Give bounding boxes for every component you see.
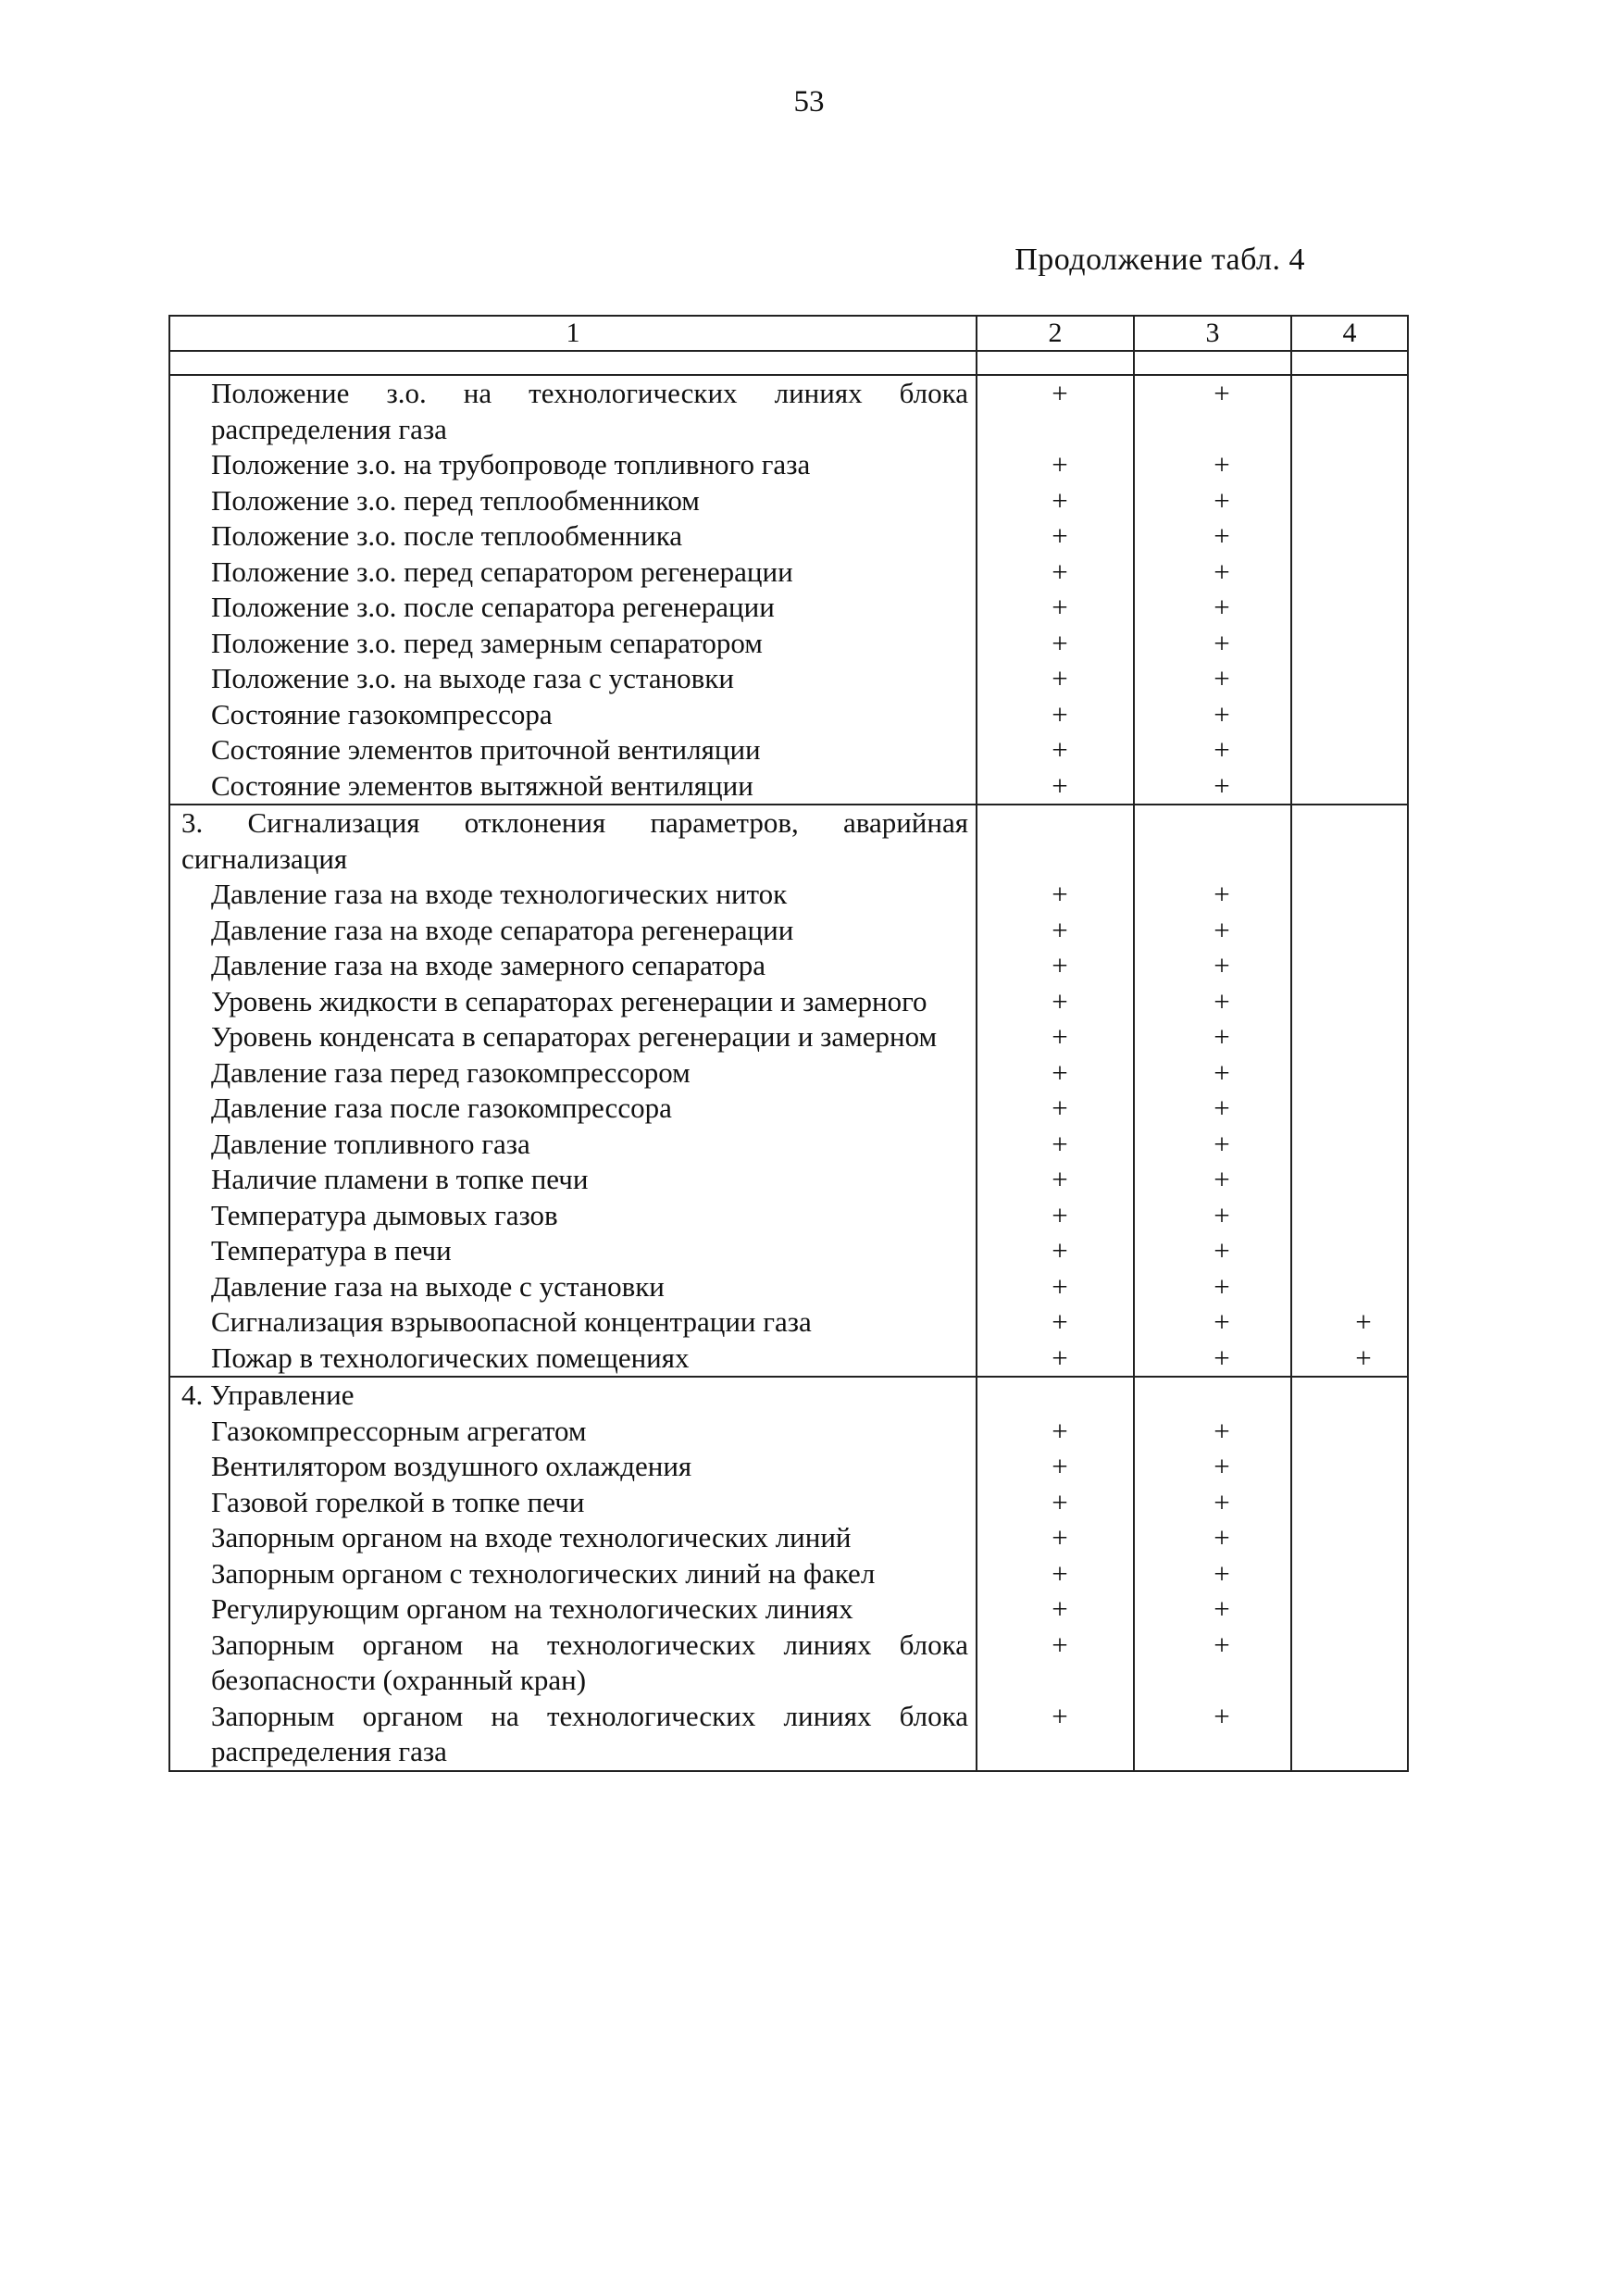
col-4-cell xyxy=(1291,1699,1408,1771)
col-2-cell xyxy=(977,1304,1134,1341)
row-label: Вентилятором воздушного охлаждения xyxy=(169,1449,977,1485)
col-2-cell xyxy=(977,1162,1134,1198)
spacer-cell xyxy=(1134,351,1291,375)
col-4-cell xyxy=(1291,483,1408,519)
plus-mark: + xyxy=(1214,1485,1230,1518)
row-label: Регулирующим органом на технологических линиях xyxy=(169,1591,977,1628)
col-4-cell xyxy=(1291,626,1408,662)
table-row xyxy=(169,1055,1408,1092)
table-row xyxy=(169,948,1408,984)
table-row xyxy=(169,1019,1408,1055)
table-row xyxy=(169,483,1408,519)
row-label: Давление газа после газокомпрессора xyxy=(169,1091,977,1127)
col-2-cell xyxy=(977,768,1134,805)
section-title-row xyxy=(169,805,1408,877)
col-2-cell xyxy=(977,913,1134,949)
row-label: Газокомпрессорным агрегатом xyxy=(169,1414,977,1450)
table-row xyxy=(169,877,1408,913)
col-4-cell xyxy=(1291,984,1408,1020)
col-3-cell xyxy=(1134,1233,1291,1269)
plus-mark: + xyxy=(1052,1414,1068,1447)
col-4-cell xyxy=(1291,697,1408,733)
col-2-cell xyxy=(977,1091,1134,1127)
col-3-cell xyxy=(1134,555,1291,591)
col-2-cell xyxy=(977,483,1134,519)
table-row xyxy=(169,1485,1408,1521)
col-3-cell xyxy=(1134,626,1291,662)
plus-mark: + xyxy=(1214,483,1230,517)
row-label: Давление топливного газа xyxy=(169,1127,977,1163)
table-row xyxy=(169,1628,1408,1699)
plus-mark: + xyxy=(1052,1055,1068,1089)
empty-cell xyxy=(1291,1377,1408,1414)
col-2-cell xyxy=(977,1233,1134,1269)
col-3-cell xyxy=(1134,1556,1291,1592)
empty-cell xyxy=(1134,805,1291,877)
table-row xyxy=(169,555,1408,591)
col-4-cell xyxy=(1291,877,1408,913)
plus-mark: + xyxy=(1052,1485,1068,1518)
col-4-cell xyxy=(1291,1449,1408,1485)
row-label: Давление газа на выходе с установки xyxy=(169,1269,977,1305)
col-3-cell xyxy=(1134,1304,1291,1341)
section-title: 4. Управление xyxy=(169,1377,977,1414)
plus-mark: + xyxy=(1052,483,1068,517)
table-row xyxy=(169,590,1408,626)
continuation-table xyxy=(168,315,1409,1772)
plus-mark: + xyxy=(1214,1092,1230,1124)
empty-cell xyxy=(977,805,1134,877)
section-title: 3. Сигнализация отклонения параметров, аварийная сигнализация xyxy=(169,805,977,877)
plus-mark: + xyxy=(1214,1450,1230,1482)
table-row xyxy=(169,1556,1408,1592)
col-4-cell xyxy=(1291,1019,1408,1055)
col-4-cell xyxy=(1291,1628,1408,1699)
plus-mark: + xyxy=(1052,949,1068,981)
col-2-cell xyxy=(977,590,1134,626)
col-2-cell xyxy=(977,1699,1134,1771)
table-row xyxy=(169,1449,1408,1485)
table-row xyxy=(169,1414,1408,1450)
table-row xyxy=(169,447,1408,483)
row-label: Газовой горелкой в топке печи xyxy=(169,1485,977,1521)
plus-mark: + xyxy=(1052,1556,1068,1590)
col-2-cell xyxy=(977,1628,1134,1699)
col-2-cell xyxy=(977,1556,1134,1592)
table-row xyxy=(169,1233,1408,1269)
col-3-cell xyxy=(1134,1198,1291,1234)
plus-mark: + xyxy=(1214,1341,1230,1374)
col-2-cell xyxy=(977,877,1134,913)
plus-mark: + xyxy=(1214,662,1230,694)
plus-mark: + xyxy=(1214,1055,1230,1089)
table-row xyxy=(169,768,1408,805)
row-label: Пожар в технологических помещениях xyxy=(169,1341,977,1378)
col-3-cell xyxy=(1134,1699,1291,1771)
plus-mark: + xyxy=(1052,662,1068,694)
col-2-cell xyxy=(977,1485,1134,1521)
row-label: Давление газа на входе сепаратора регенерации xyxy=(169,913,977,949)
plus-mark: + xyxy=(1355,1341,1372,1374)
plus-mark: + xyxy=(1355,1305,1372,1338)
header-col-2: 2 xyxy=(977,316,1134,351)
plus-mark: + xyxy=(1052,1450,1068,1482)
table-row xyxy=(169,1304,1408,1341)
plus-mark: + xyxy=(1052,984,1068,1017)
table-row xyxy=(169,1269,1408,1305)
col-3-cell xyxy=(1134,590,1291,626)
plus-mark: + xyxy=(1214,768,1230,802)
col-4-cell xyxy=(1291,1055,1408,1092)
row-label: Уровень жидкости в сепараторах регенерации и замерного xyxy=(169,984,977,1020)
col-3-cell xyxy=(1134,877,1291,913)
col-3-cell xyxy=(1134,697,1291,733)
plus-mark: + xyxy=(1052,697,1068,730)
col-4-cell xyxy=(1291,447,1408,483)
row-label: Запорным органом на технологических линиях блока безопасности (охранный кран) xyxy=(169,1628,977,1699)
col-3-cell xyxy=(1134,1414,1291,1450)
spacer-cell xyxy=(169,351,977,375)
plus-mark: + xyxy=(1052,1127,1068,1160)
row-label: Положение з.о. перед замерным сепаратором xyxy=(169,626,977,662)
plus-mark: + xyxy=(1214,949,1230,981)
col-4-cell xyxy=(1291,1485,1408,1521)
col-2-cell xyxy=(977,1591,1134,1628)
col-4-cell xyxy=(1291,1556,1408,1592)
col-3-cell xyxy=(1134,1628,1291,1699)
table-row xyxy=(169,1162,1408,1198)
table-row xyxy=(169,984,1408,1020)
plus-mark: + xyxy=(1214,878,1230,910)
row-label: Уровень конденсата в сепараторах регенерации и замерном xyxy=(169,1019,977,1055)
table-row xyxy=(169,732,1408,768)
row-label: Состояние элементов вытяжной вентиляции xyxy=(169,768,977,805)
table-row xyxy=(169,518,1408,555)
spacer-row xyxy=(169,351,1408,375)
col-4-cell xyxy=(1291,1414,1408,1450)
col-2-cell xyxy=(977,626,1134,662)
plus-mark: + xyxy=(1214,1556,1230,1590)
plus-mark: + xyxy=(1214,448,1230,480)
row-label: Положение з.о. на технологических линиях блока распределения газа xyxy=(169,375,977,447)
col-3-cell xyxy=(1134,1019,1291,1055)
row-label: Положение з.о. после сепаратора регенерации xyxy=(169,590,977,626)
plus-mark: + xyxy=(1214,1305,1230,1338)
plus-mark: + xyxy=(1052,733,1068,766)
col-3-cell xyxy=(1134,1591,1291,1628)
row-label: Состояние газокомпрессора xyxy=(169,697,977,733)
col-2-cell xyxy=(977,1414,1134,1450)
plus-mark: + xyxy=(1214,1127,1230,1160)
col-4-cell xyxy=(1291,661,1408,697)
col-4-cell xyxy=(1291,1341,1408,1378)
plus-mark: + xyxy=(1214,591,1230,623)
row-label: Положение з.о. на трубопроводе топливного газа xyxy=(169,447,977,483)
plus-mark: + xyxy=(1214,697,1230,730)
plus-mark: + xyxy=(1052,1521,1068,1554)
plus-mark: + xyxy=(1214,1414,1230,1447)
plus-mark: + xyxy=(1214,1198,1230,1231)
plus-mark: + xyxy=(1214,1592,1230,1625)
plus-mark: + xyxy=(1214,1699,1230,1732)
row-label: Положение з.о. на выходе газа с установки xyxy=(169,661,977,697)
plus-mark: + xyxy=(1052,1092,1068,1124)
plus-mark: + xyxy=(1052,555,1068,588)
col-4-cell xyxy=(1291,590,1408,626)
table-caption: Продолжение табл. 4 xyxy=(1014,243,1305,277)
col-4-cell xyxy=(1291,913,1408,949)
plus-mark: + xyxy=(1052,591,1068,623)
col-2-cell xyxy=(977,1449,1134,1485)
spacer-cell xyxy=(977,351,1134,375)
table-row xyxy=(169,1127,1408,1163)
col-3-cell xyxy=(1134,1520,1291,1556)
col-2-cell xyxy=(977,732,1134,768)
plus-mark: + xyxy=(1052,1305,1068,1338)
col-2-cell xyxy=(977,661,1134,697)
table-row xyxy=(169,1198,1408,1234)
col-3-cell xyxy=(1134,1341,1291,1378)
col-2-cell xyxy=(977,1341,1134,1378)
row-label: Давление газа на входе технологических ниток xyxy=(169,877,977,913)
col-4-cell xyxy=(1291,375,1408,447)
plus-mark: + xyxy=(1052,878,1068,910)
plus-mark: + xyxy=(1214,1628,1230,1661)
row-label: Запорным органом на технологических линиях блока распределения газа xyxy=(169,1699,977,1771)
plus-mark: + xyxy=(1214,377,1230,409)
col-2-cell xyxy=(977,447,1134,483)
col-2-cell xyxy=(977,1019,1134,1055)
plus-mark: + xyxy=(1214,1521,1230,1554)
row-label: Наличие пламени в топке печи xyxy=(169,1162,977,1198)
col-2-cell xyxy=(977,1127,1134,1163)
row-label: Температура дымовых газов xyxy=(169,1198,977,1234)
plus-mark: + xyxy=(1052,1269,1068,1303)
page-number: 53 xyxy=(793,85,825,119)
table-row xyxy=(169,661,1408,697)
plus-mark: + xyxy=(1052,1699,1068,1732)
col-2-cell xyxy=(977,375,1134,447)
table-row xyxy=(169,1699,1408,1771)
col-3-cell xyxy=(1134,518,1291,555)
empty-cell xyxy=(1134,1377,1291,1414)
plus-mark: + xyxy=(1052,1020,1068,1053)
table-row xyxy=(169,913,1408,949)
header-col-1: 1 xyxy=(169,316,977,351)
row-label: Запорным органом на входе технологических линий xyxy=(169,1520,977,1556)
row-label: Запорным органом с технологических линий на факел xyxy=(169,1556,977,1592)
col-4-cell xyxy=(1291,948,1408,984)
plus-mark: + xyxy=(1214,555,1230,588)
col-3-cell xyxy=(1134,1449,1291,1485)
col-4-cell xyxy=(1291,768,1408,805)
plus-mark: + xyxy=(1052,626,1068,659)
table-row xyxy=(169,1091,1408,1127)
col-4-cell xyxy=(1291,555,1408,591)
col-4-cell xyxy=(1291,1304,1408,1341)
col-3-cell xyxy=(1134,1269,1291,1305)
col-3-cell xyxy=(1134,1091,1291,1127)
plus-mark: + xyxy=(1052,1163,1068,1195)
table-row xyxy=(169,1591,1408,1628)
row-label: Давление газа на входе замерного сепаратора xyxy=(169,948,977,984)
row-label: Положение з.о. после теплообменника xyxy=(169,518,977,555)
spacer-cell xyxy=(1291,351,1408,375)
plus-mark: + xyxy=(1214,1234,1230,1267)
table-body xyxy=(169,351,1408,1771)
col-4-cell xyxy=(1291,518,1408,555)
plus-mark: + xyxy=(1214,984,1230,1017)
row-label: Положение з.о. перед сепаратором регенерации xyxy=(169,555,977,591)
col-2-cell xyxy=(977,984,1134,1020)
col-3-cell xyxy=(1134,913,1291,949)
plus-mark: + xyxy=(1214,1020,1230,1053)
plus-mark: + xyxy=(1052,1341,1068,1374)
row-label: Давление газа перед газокомпрессором xyxy=(169,1055,977,1092)
plus-mark: + xyxy=(1214,1269,1230,1303)
table-row xyxy=(169,375,1408,447)
col-4-cell xyxy=(1291,1162,1408,1198)
col-4-cell xyxy=(1291,1091,1408,1127)
col-4-cell xyxy=(1291,1269,1408,1305)
col-2-cell xyxy=(977,518,1134,555)
col-3-cell xyxy=(1134,732,1291,768)
col-4-cell xyxy=(1291,1233,1408,1269)
plus-mark: + xyxy=(1214,913,1230,946)
header-row xyxy=(169,316,1408,351)
col-4-cell xyxy=(1291,1127,1408,1163)
col-2-cell xyxy=(977,1269,1134,1305)
plus-mark: + xyxy=(1214,733,1230,766)
plus-mark: + xyxy=(1214,626,1230,659)
empty-cell xyxy=(977,1377,1134,1414)
plus-mark: + xyxy=(1052,377,1068,409)
table-row xyxy=(169,626,1408,662)
col-2-cell xyxy=(977,555,1134,591)
header-col-3: 3 xyxy=(1134,316,1291,351)
col-2-cell xyxy=(977,1198,1134,1234)
col-3-cell xyxy=(1134,768,1291,805)
col-3-cell xyxy=(1134,1127,1291,1163)
row-label: Положение з.о. перед теплообменником xyxy=(169,483,977,519)
empty-cell xyxy=(1291,805,1408,877)
row-label: Температура в печи xyxy=(169,1233,977,1269)
col-3-cell xyxy=(1134,447,1291,483)
section-title-row xyxy=(169,1377,1408,1414)
table-row xyxy=(169,1520,1408,1556)
col-4-cell xyxy=(1291,1520,1408,1556)
col-3-cell xyxy=(1134,1055,1291,1092)
row-label: Состояние элементов приточной вентиляции xyxy=(169,732,977,768)
plus-mark: + xyxy=(1052,519,1068,552)
plus-mark: + xyxy=(1052,1198,1068,1231)
plus-mark: + xyxy=(1052,768,1068,802)
plus-mark: + xyxy=(1214,1163,1230,1195)
col-4-cell xyxy=(1291,732,1408,768)
col-3-cell xyxy=(1134,1485,1291,1521)
col-3-cell xyxy=(1134,1162,1291,1198)
plus-mark: + xyxy=(1052,913,1068,946)
header-col-4: 4 xyxy=(1291,316,1408,351)
col-3-cell xyxy=(1134,483,1291,519)
plus-mark: + xyxy=(1052,1592,1068,1625)
plus-mark: + xyxy=(1052,1234,1068,1267)
row-label: Сигнализация взрывоопасной концентрации газа xyxy=(169,1304,977,1341)
table-row xyxy=(169,697,1408,733)
col-2-cell xyxy=(977,1520,1134,1556)
table-row xyxy=(169,1341,1408,1378)
plus-mark: + xyxy=(1052,448,1068,480)
col-3-cell xyxy=(1134,375,1291,447)
col-2-cell xyxy=(977,697,1134,733)
col-2-cell xyxy=(977,1055,1134,1092)
plus-mark: + xyxy=(1052,1628,1068,1661)
col-3-cell xyxy=(1134,948,1291,984)
col-3-cell xyxy=(1134,984,1291,1020)
col-4-cell xyxy=(1291,1198,1408,1234)
col-3-cell xyxy=(1134,661,1291,697)
col-4-cell xyxy=(1291,1591,1408,1628)
plus-mark: + xyxy=(1214,519,1230,552)
col-2-cell xyxy=(977,948,1134,984)
